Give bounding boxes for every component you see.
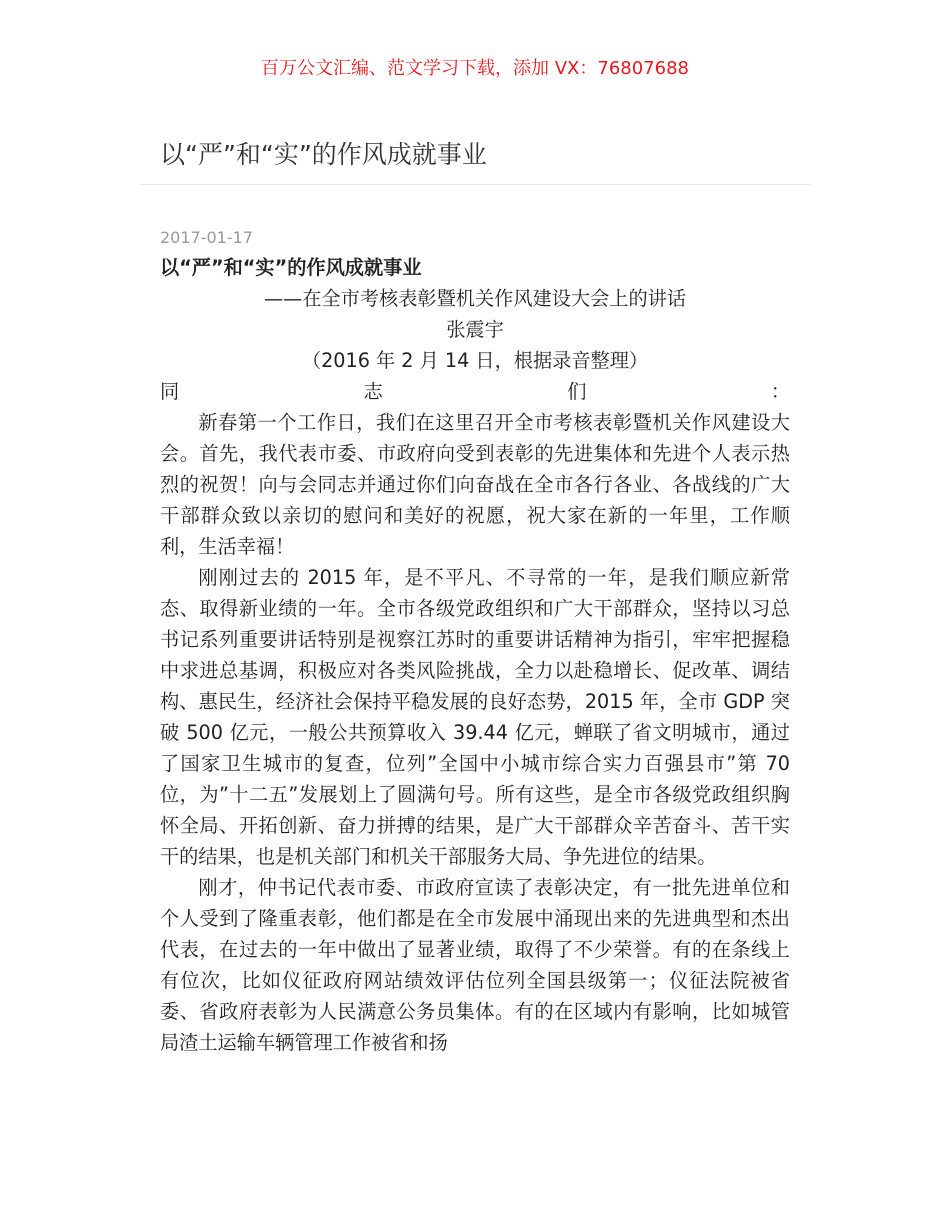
article-date-note: （2016 年 2 月 14 日，根据录音整理） bbox=[301, 349, 649, 372]
promo-banner: 百万公文汇编、范文学习下载，添加 VX：76807688 bbox=[261, 58, 689, 79]
page-title: 以“严”和“实”的作风成就事业 bbox=[160, 140, 487, 169]
salutation: 同志们： bbox=[160, 380, 790, 403]
paragraph: 新春第一个工作日，我们在这里召开全市考核表彰暨机关作风建设大会。首先，我代表市委、市政府向受到表彰的先进集体和先进个人表示热烈的祝贺！向与会同志并通过你们向奋战在全市各行各业、各战线的广大干部群众致以亲切的慰问和美好的祝愿，祝大家在新的一年里，工作顺利，生活幸福！ bbox=[160, 411, 790, 558]
article-heading: 以“严”和“实”的作风成就事业 bbox=[160, 256, 422, 279]
publish-date: 2017-01-17 bbox=[160, 228, 253, 247]
title-divider bbox=[140, 184, 810, 185]
paragraph: 刚刚过去的 2015 年，是不平凡、不寻常的一年，是我们顺应新常态、取得新业绩的一年。全市各级党政组织和广大干部群众，坚持以习总书记系列重要讲话特别是视察江苏时的重要讲话精神为指引，牢牢把握稳中求进总基调，积极应对各类风险挑战，全力以赴稳增长、促改革、调结构、惠民生，经济社会保持平稳发展的良好态势，2015 年，全市 GDP 突破 500 亿元，一般公共预算收入 39.44 亿元，蝉联了省文明城市，通过了国家卫生城市的复查，位列”全国中小城市综合实力百强县市”第 70 位，为”十二五”发展划上了圆满句号。所有这些，是全市各级党政组织胸怀全局、开拓创新、奋力拼搏的结果，是广大干部群众辛苦奋斗、苦干实干的结果，也是机关部门和机关干部服务大局、争先进位的结果。 bbox=[160, 566, 790, 868]
article-author: 张震宇 bbox=[446, 318, 504, 341]
paragraph: 刚才，仲书记代表市委、市政府宣读了表彰决定，有一批先进单位和个人受到了隆重表彰，他们都是在全市发展中涌现出来的先进典型和杰出代表，在过去的一年中做出了显著业绩，取得了不少荣誉。有的在条线上有位次，比如仪征政府网站绩效评估位列全国县级第一；仪征法院被省委、省政府表彰为人民满意公务员集体。有的在区域内有影响，比如城管局渣土运输车辆管理工作被省和扬 bbox=[160, 876, 790, 1054]
article-body bbox=[160, 252, 790, 1058]
article-subtitle: ——在全市考核表彰暨机关作风建设大会上的讲话 bbox=[263, 287, 687, 310]
